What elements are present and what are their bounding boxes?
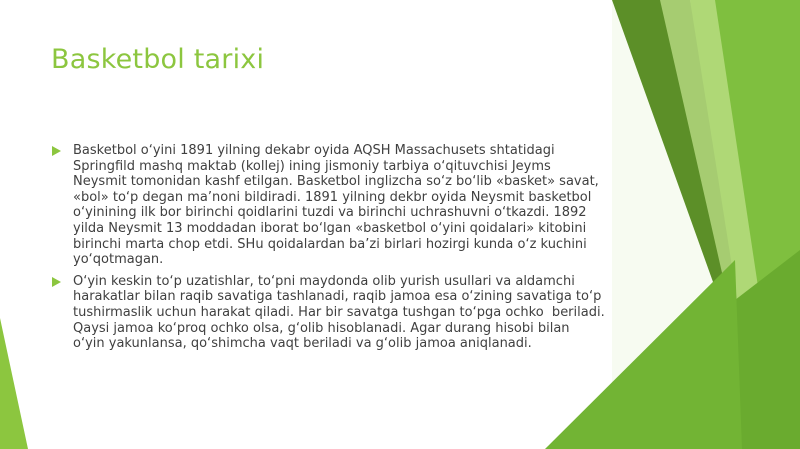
bullet-text: Basketbol o‘yini 1891 yilning dekabr oyida AQSH Massachusets shtatidagi Springfild mashq maktab (kollej) ining jismoniy tarbiya o‘qituvchisi Jeyms Neysmit tomonidan kashf etilgan. Basketbol inglizcha so‘z bo‘lib «basket» savat, «bol» to‘p degan ma’noni bildiradi. 1891 yilning dekbr oyida Neysmit basketbol o‘yinining ilk bor birinchi qoidlarini tuzdi va birinchi uchrashuvni o‘tkazdi. 1892 yilda Neysmit 13 moddadan iborat bo‘lgan «basketbol o‘yini qoidalari» kitobini birinchi marta chop etdi. SHu qoidalardan ba’zi birlari hozirgi kunda o‘z kuchini yo‘qotmagan. xyxy=(73,143,603,268)
list-item xyxy=(50,143,605,268)
bullet-text: O‘yin keskin to‘p uzatishlar, to‘pni maydonda olib yurish usullari va aldamchi harakatlar bilan raqib savatiga tashlanadi, raqib jamoa esa o‘zining savatiga to‘p tushirmaslik uchun harakat qiladi. Har bir savatga tushgan to‘pga ochko beriladi. Qaysi jamoa ko‘proq ochko olsa, g‘olib hisoblanadi. Agar durang hisobi bilan o‘yin yakunlansa, qo‘shimcha vaqt beriladi va g‘olib jamoa aniqlanadi. xyxy=(73,273,609,352)
deco-shape-bottom-left xyxy=(0,318,28,449)
bullet-arrow-icon xyxy=(52,146,61,156)
slide-title: Basketbol tarixi xyxy=(51,44,265,75)
bullet-list xyxy=(50,143,609,358)
list-item xyxy=(50,273,609,352)
bullet-arrow-icon xyxy=(52,277,61,287)
